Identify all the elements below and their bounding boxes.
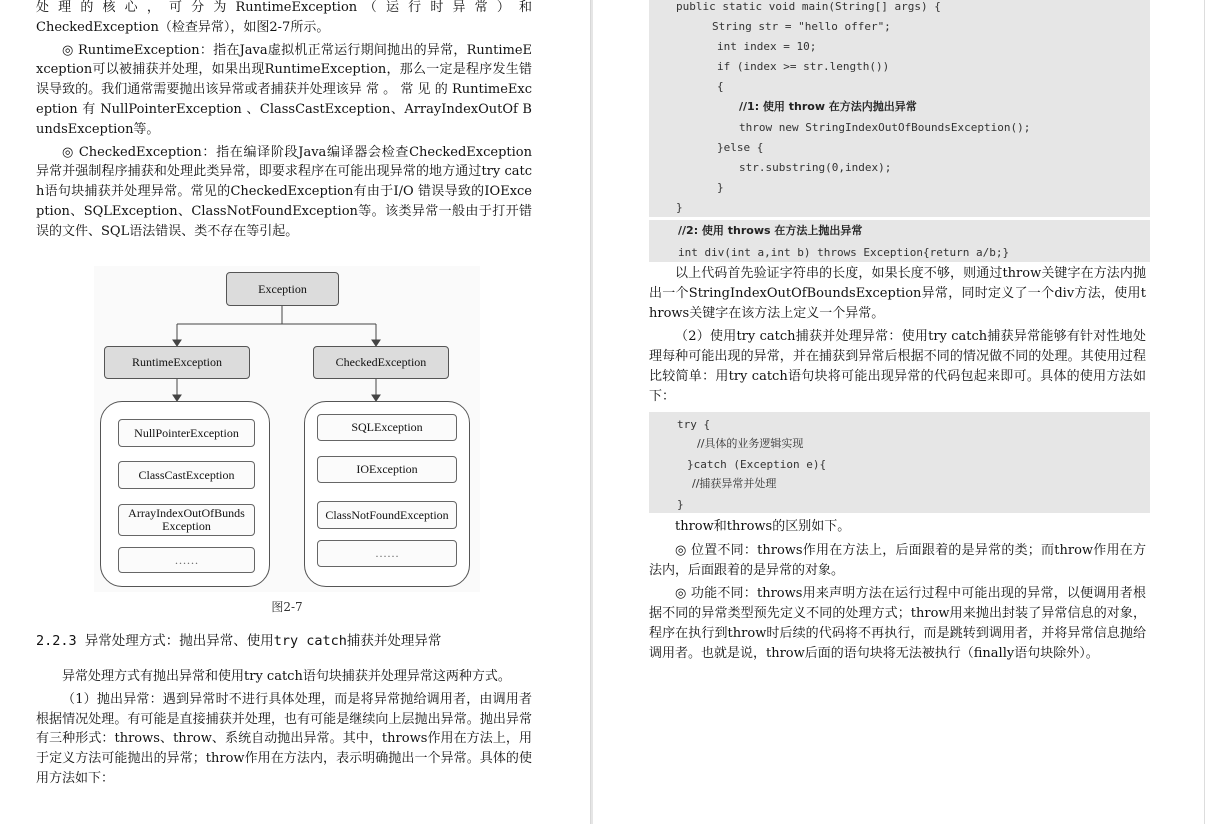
code-line: }: [677, 498, 684, 511]
paragraph-position-difference: ◎ 位置不同：throws作用在方法上，后面跟着的是异常的类；而throw作用在方法内，后面跟着的是异常的对象。: [649, 542, 1146, 578]
paragraph-checked-exception: ◎ CheckedException：指在编译阶段Java编译器会检查CheckedException异常并强制程序捕获和处理此类异常，即要求程序在可能出现异常的地方通过try catch语句块捕获并处理异常。常见的CheckedException有由于I/O 错误导致的IOException、SQLException、ClassNotFoundException等。该类异常一般由于打开错误的文件、SQL语法错误、类不存在等引起。: [36, 144, 532, 239]
figure-caption: 图2-7: [271, 600, 303, 614]
code-line: throw new StringIndexOutOfBoundsException();: [739, 121, 1031, 134]
code-line: }: [717, 181, 724, 194]
code-line: int index = 10;: [717, 40, 817, 53]
paragraph-throw-exception: （1）抛出异常：遇到异常时不进行具体处理，而是将异常抛给调用者，由调用者根据情况处理。有可能是直接捕获并处理，也有可能是继续向上层抛出异常。抛出异常有三种形式：throws、throw、系统自动抛出异常。其中，throws作用在方法上，用于定义方法可能抛出的异常；throw作用在方法内，表示明确抛出一个异常。具体的使用方法如下：: [36, 691, 532, 786]
checked-more-node: ……: [317, 540, 457, 567]
paragraph-difference-intro: throw和throws的区别如下。: [675, 519, 851, 534]
right-text-bottom: [649, 517, 1146, 664]
class-cast-exception-node: ClassCastException: [118, 461, 255, 489]
exception-node: Exception: [226, 272, 339, 306]
io-exception-node: IOException: [317, 456, 457, 483]
code-line: str.substring(0,index);: [739, 161, 892, 174]
code-line: try {: [677, 418, 711, 431]
paragraph-line: 处 理 的 核 心 ， 可 分 为 RuntimeException （ 运 行 时 异 常 ） 和: [36, 0, 532, 15]
code-line: String str = "hello offer";: [712, 20, 891, 33]
checked-exception-node: CheckedException: [313, 346, 449, 379]
code-line: }catch (Exception e){: [687, 458, 827, 471]
runtime-exception-node: RuntimeException: [104, 346, 250, 379]
page-edge: [1204, 0, 1205, 824]
runtime-more-node: ……: [118, 547, 255, 573]
code-comment: //捕获异常并处理: [692, 477, 777, 490]
paragraph-line: CheckedException（检查异常），如图2-7所示。: [36, 19, 330, 35]
paragraph-code-explanation: 以上代码首先验证字符串的长度，如果长度不够，则通过throw关键字在方法内抛出一个StringIndexOutOfBoundsException异常，同时定义了一个div方法，使用throws关键字在该方法上定义一个异常。: [649, 266, 1146, 321]
code-block-throw: [649, 0, 1150, 217]
sql-exception-node: SQLException: [317, 414, 457, 441]
code-line: if (index >= str.length()): [717, 60, 890, 73]
section-heading: 2.2.3 异常处理方式：抛出异常、使用try catch捕获并处理异常: [36, 633, 442, 649]
code-comment: //1: 使用 throw 在方法内抛出异常: [739, 100, 917, 113]
paragraph-runtime-exception: ◎ RuntimeException：指在Java虚拟机正常运行期间抛出的异常，RuntimeException可以被捕获并处理，如果出现RuntimeException，那么一定是程序发生错误导致的。我们通常需要抛出该异常或者捕获并处理该异 常 。 常 见 的 RuntimeException 有 NullPointerException 、ClassCastException、ArrayIndexOutOf BundsException等。: [36, 42, 532, 137]
paragraph-function-difference: ◎ 功能不同：throws用来声明方法在运行过程中可能出现的异常，以便调用者根据不同的异常类型预先定义不同的处理方式；throw用来抛出封装了异常信息的对象，程序在执行到throw时后续的代码将不再执行，而是跳转到调用者，并将异常信息抛给调用者。也就是说，throw后面的语句块将无法被执行（finally语句块除外）。: [649, 586, 1146, 661]
class-not-found-exception-node: ClassNotFoundException: [317, 501, 457, 529]
code-block-throws: [649, 220, 1150, 262]
null-pointer-exception-node: NullPointerException: [118, 419, 255, 447]
code-line: }: [676, 201, 683, 214]
left-text-bottom: [36, 631, 532, 789]
paragraph-handling-methods: 异常处理方式有抛出异常和使用try catch语句块捕获并处理异常这两种方式。: [62, 669, 511, 684]
paragraph-try-catch: （2）使用try catch捕获并处理异常：使用try catch捕获异常能够有针对性地处理每种可能出现的异常，并在捕获到异常后根据不同的情况做不同的处理。其使用过程比较简单：用try catch语句块将可能出现异常的代码包起来即可。具体的使用方法如下：: [649, 329, 1146, 404]
code-block-try-catch: [649, 412, 1150, 513]
code-line: int div(int a,int b) throws Exception{return a/b;}: [678, 246, 1010, 259]
array-index-out-of-bounds-exception-node: ArrayIndexOutOfBunds Exception: [118, 504, 255, 536]
code-comment: //具体的业务逻辑实现: [697, 437, 804, 450]
code-comment: //2: 使用 throws 在方法上抛出异常: [678, 224, 863, 237]
code-line: {: [717, 80, 724, 93]
left-text-top: [36, 0, 532, 242]
right-text-middle: [649, 264, 1146, 407]
exception-hierarchy-diagram: [94, 266, 480, 592]
code-line: public static void main(String[] args) {: [676, 0, 941, 13]
code-line: }else {: [717, 141, 764, 154]
